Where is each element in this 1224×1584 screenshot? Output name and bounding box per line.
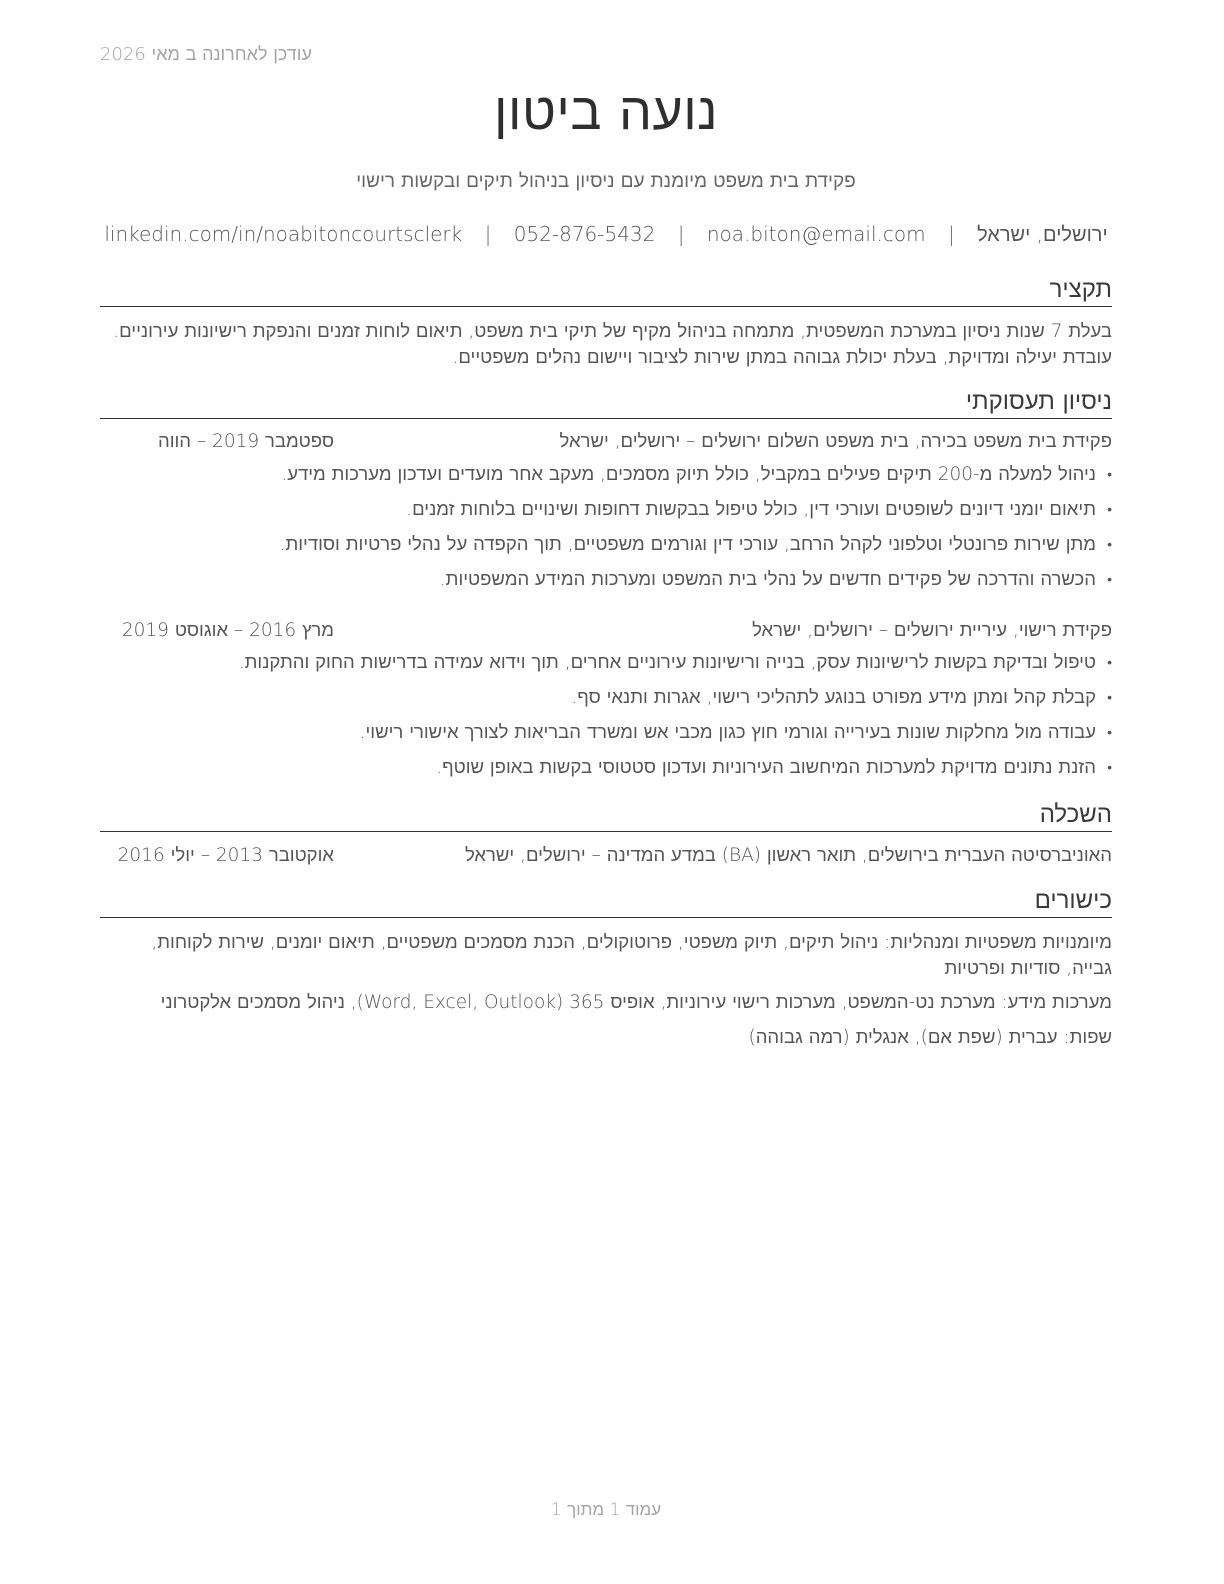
bullet-dot-icon: • (1107, 690, 1112, 706)
bullet-dot-icon: • (1107, 725, 1112, 741)
bullet-text: מתן שירות פרונטלי וטלפוני לקהל הרחב, עורכי דין וגורמים משפטיים, תוך הקפדה על נהלי פרטיות וסודיות. (279, 534, 1096, 555)
contact-line (100, 222, 1112, 247)
skill-line: שפות: עברית (שפת אם), אנגלית (רמה גבוהה) (748, 1027, 1112, 1048)
job-role: פקידת רישוי, עיריית ירושלים – ירושלים, ישראל (752, 620, 1112, 641)
list-item (100, 462, 1112, 497)
candidate-headline: פקידת בית משפט מיומנת עם ניסיון בניהול תיקים ובקשות רישוי (356, 170, 856, 192)
bullet-text: הזנת נתונים מדויקת למערכות המיחשוב העירוניות ועדכון סטטוסי בקשות באופן שוטף. (436, 757, 1096, 778)
contact-separator: | (484, 222, 492, 246)
job-bullets (100, 650, 1112, 790)
contact-linkedin[interactable]: linkedin.com/in/noabitoncourtsclerk (104, 222, 463, 246)
education-degree: האוניברסיטה העברית בירושלים, תואר ראשון (BA) במדע המדינה – ירושלים, ישראל (464, 845, 1112, 866)
list-item (100, 720, 1112, 755)
skill-line: מערכות מידע: מערכת נט-המשפט, מערכות רישוי עירוניות, אופיס 365 (Word, Excel, Outlook), ניהול מסמכים אלקטרוני (160, 992, 1112, 1013)
bullet-dot-icon: • (1107, 760, 1112, 776)
contact-email[interactable]: noa.biton@email.com (706, 222, 926, 246)
list-item (100, 650, 1112, 685)
page-number: עמוד 1 מתוך 1 (550, 1500, 662, 1520)
summary-text: בעלת 7 שנות ניסיון במערכת המשפטית, מתמחה בניהול מקיף של תיקי בית משפט, תיאום לוחות זמנים והנפקת רישיונות עירוניים. עובדת יעילה ומדויקת, בעלת יכולת גבוהה במתן שירות לציבור ויישום נהלים משפטיים. (113, 321, 1112, 368)
bullet-text: תיאום יומני דיונים לשופטים ועורכי דין, כולל טיפול בבקשות דחופות ושינויים בלוחות זמנים. (406, 499, 1096, 520)
list-item (100, 567, 1112, 602)
bullet-text: ניהול למעלה מ-200 תיקים פעילים במקביל, כולל תיוק מסמכים, מעקב אחר מועדים ועדכון מערכות מידע. (281, 464, 1096, 485)
section-title-skills: כישורים (100, 885, 1112, 918)
bullet-dot-icon: • (1107, 537, 1112, 553)
skill-line: מיומנויות משפטיות ומנהליות: ניהול תיקים, תיוק משפטי, פרוטוקולים, הכנת מסמכים משפטיים, תיאום יומנים, שירות לקוחות, גבייה, סודיות ופרטיות (151, 932, 1112, 979)
section-title-education: השכלה (100, 799, 1112, 832)
last-updated: עודכן לאחרונה ב מאי 2026 (100, 44, 312, 65)
list-item (100, 532, 1112, 567)
bullet-text: הכשרה והדרכה של פקידים חדשים על נהלי בית המשפט ומערכות המידע המשפטיות. (439, 569, 1096, 590)
bullet-text: עבודה מול מחלקות שונות בעירייה וגורמי חוץ כגון מכבי אש ומשרד הבריאות לצורך אישורי רישוי. (359, 722, 1096, 743)
bullet-dot-icon: • (1107, 655, 1112, 671)
bullet-dot-icon: • (1107, 467, 1112, 483)
bullet-dot-icon: • (1107, 572, 1112, 588)
contact-separator: | (947, 222, 955, 246)
job-dates: ספטמבר 2019 – הווה (157, 431, 334, 452)
job-dates: מרץ 2016 – אוגוסט 2019 (121, 620, 334, 641)
contact-phone[interactable]: 052-876-5432 (513, 222, 656, 246)
section-title-summary: תקציר (100, 274, 1112, 307)
job-header (100, 619, 1112, 645)
contact-location: ירושלים, ישראל (977, 222, 1108, 246)
education-entry (100, 844, 1112, 870)
job-role: פקידת בית משפט בכירה, בית משפט השלום ירושלים – ירושלים, ישראל (559, 431, 1112, 452)
contact-separator: | (677, 222, 685, 246)
bullet-dot-icon: • (1107, 502, 1112, 518)
list-item (100, 685, 1112, 720)
job-bullets (100, 462, 1112, 602)
resume-page (100, 0, 1112, 1584)
job-header (100, 430, 1112, 456)
list-item (100, 755, 1112, 790)
bullet-text: קבלת קהל ומתן מידע מפורט בנוגע לתהליכי רישוי, אגרות ותנאי סף. (571, 687, 1096, 708)
section-title-experience: ניסיון תעסוקתי (100, 386, 1112, 419)
list-item (100, 497, 1112, 532)
bullet-text: טיפול ובדיקת בקשות לרישיונות עסק, בנייה ורישיונות עירוניים אחרים, תוך וידוא עמידה בדרישות החוק והתקנות. (238, 652, 1096, 673)
education-dates: אוקטובר 2013 – יולי 2016 (117, 845, 334, 866)
candidate-name: נועה ביטון (493, 82, 719, 142)
